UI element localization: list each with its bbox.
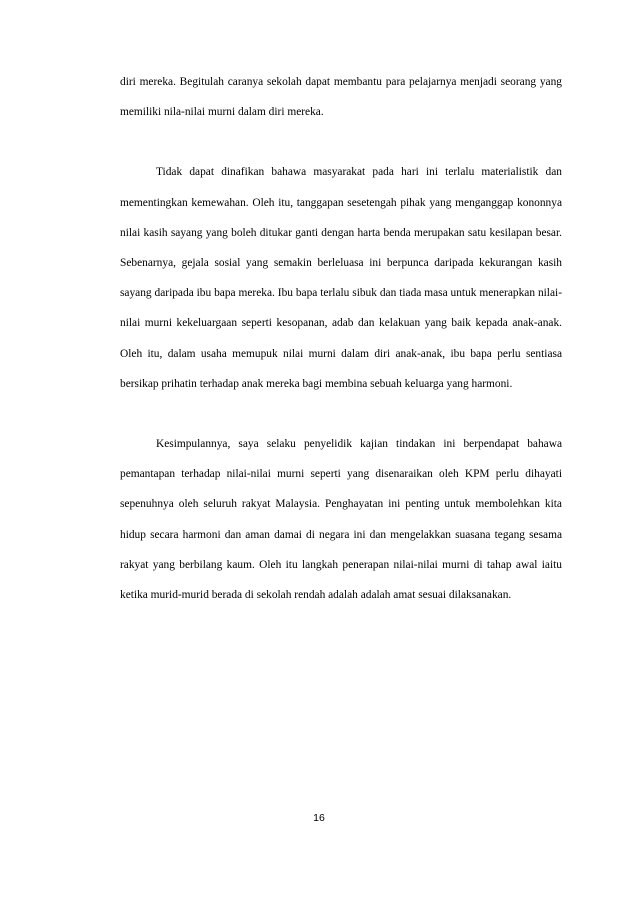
paragraph-gap [120,127,562,157]
paragraph-gap [120,399,562,429]
page-number: 16 [313,812,325,824]
paragraph-3: Kesimpulannya, saya selaku penyelidik kajian tindakan ini berpendapat bahawa pemantapan terhadap nilai-nilai murni seperti yang disenaraikan oleh KPM perlu dihayati sepenuhnya oleh seluruh rakyat Malaysia. Penghayatan ini penting untuk membolehkan kita hidup secara harmoni dan aman damai di negara ini dan mengelakkan suasana tegang sesama rakyat yang berbilang kaum. Oleh itu langkah penerapan nilai-nilai murni di tahap awal iaitu ketika murid-murid berada di sekolah rendah adalah adalah amat sesuai dilaksanakan. [120,438,562,602]
paragraph-1: diri mereka. Begitulah caranya sekolah dapat membantu para pelajarnya menjadi seorang yang memiliki nila-nilai murni dalam diri mereka. [120,76,562,119]
paragraph-2: Tidak dapat dinafikan bahawa masyarakat pada hari ini terlalu materialistik dan mementingkan kemewahan. Oleh itu, tanggapan sesetengah pihak yang menganggap kononnya nilai kasih sayang yang boleh ditukar ganti dengan harta benda merupakan satu kesilapan besar. Sebenarnya, gejala sosial yang semakin berleluasa ini berpunca daripada kekurangan kasih sayang daripada ibu bapa mereka. Ibu bapa terlalu sibuk dan tiada masa untuk menerapkan nilai-nilai murni kekeluargaan seperti kesopanan, adab dan kelakuan yang baik kepada anak-anak. Oleh itu, dalam usaha memupuk nilai murni dalam diri anak-anak, ibu bapa perlu sentiasa bersikap prihatin terhadap anak mereka bagi membina sebuah keluarga yang harmoni. [120,166,562,390]
document-body [120,67,562,610]
